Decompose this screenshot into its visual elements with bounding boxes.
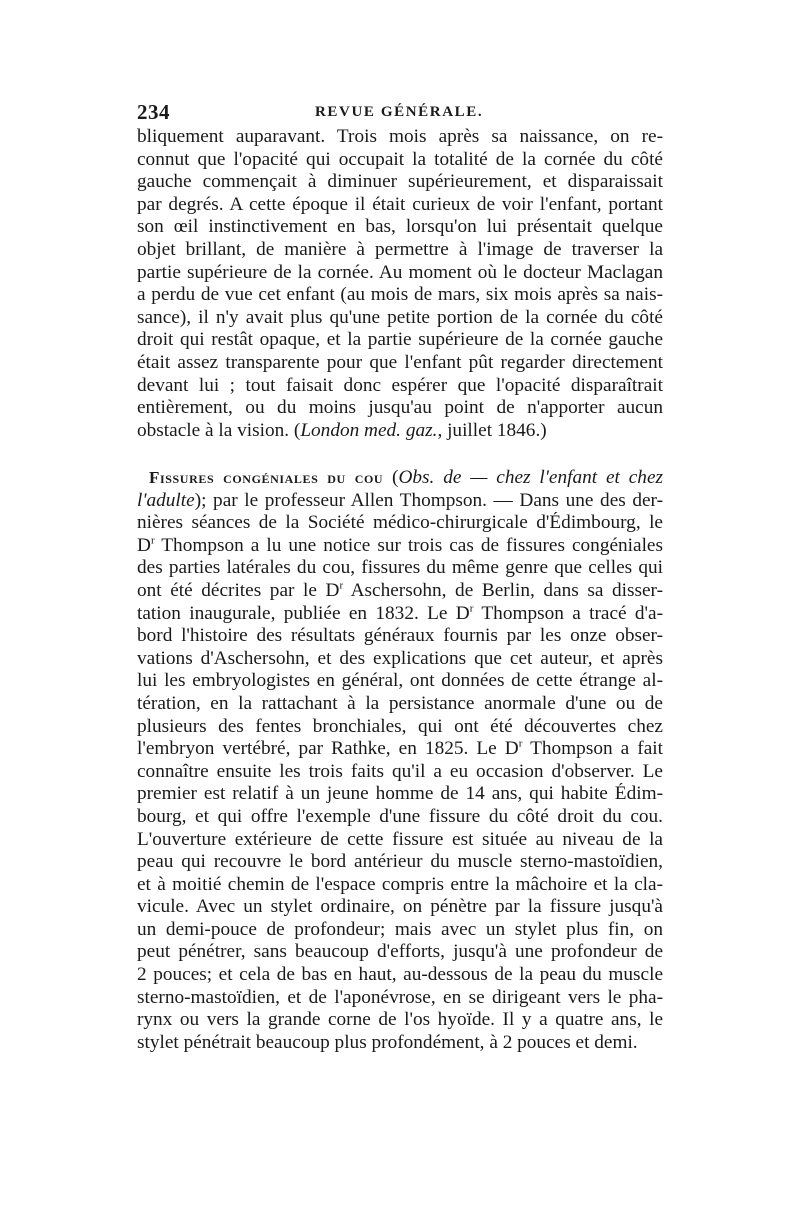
italic-fragment: l'adulte xyxy=(137,489,195,511)
italic-fragment: Obs. de — chez l'enfant et chez xyxy=(398,467,663,488)
text-fragment: obstacle à la vision. ( xyxy=(137,419,301,441)
text-line: peau qui recouvre le bord antérieur du muscle sterno-mastoïdien, xyxy=(137,851,663,873)
text-fragment: ( xyxy=(383,467,399,488)
text-line: L'ouverture extérieure de cette fissure est située au niveau de la xyxy=(137,828,663,850)
text-fragment: , juillet 1846.) xyxy=(437,419,547,441)
text-line xyxy=(137,467,663,490)
section-heading: Fissures congéniales du cou xyxy=(149,468,384,487)
text-fragment: Aschersohn, de Berlin, dans sa disser- xyxy=(343,579,663,601)
text-fragment: D xyxy=(137,534,151,556)
text-line: vations d'Aschersohn, et des explications que cet auteur, et après xyxy=(137,647,663,669)
text-line xyxy=(137,580,663,603)
text-line xyxy=(137,420,663,443)
text-fragment: Thompson a tracé d'a- xyxy=(473,602,663,624)
running-head xyxy=(137,100,667,126)
text-line: connaître ensuite les trois faits qu'il a eu occasion d'observer. Le xyxy=(137,760,663,782)
text-line: premier est relatif à un jeune homme de 14 ans, qui habite Édim- xyxy=(137,783,663,805)
text-fragment: l'embryon vertébré, par Rathke, en 1825. Le D xyxy=(137,738,519,760)
text-fragment: Thompson a lu une notice sur trois cas de fissures congéniales xyxy=(154,534,663,556)
text-line: lui les embryologistes en général, ont données de cette étrange al- xyxy=(137,670,663,692)
text-line: objet brillant, de manière à permettre à l'image de traverser la xyxy=(137,238,663,260)
text-line: un demi-pouce de profondeur; mais avec un stylet plus fin, on xyxy=(137,918,663,940)
text-line: vicule. Avec un stylet ordinaire, on pénètre par la fissure jusqu'à xyxy=(137,896,663,918)
superscript: r xyxy=(339,579,344,592)
text-line: nières séances de la Société médico-chirurgicale d'Édimbourg, le xyxy=(137,512,663,534)
text-line xyxy=(137,535,663,558)
text-line: des parties latérales du cou, fissures du même genre que celles qui xyxy=(137,557,663,579)
text-line: gauche commençait à diminuer supérieurement, et disparaissait xyxy=(137,171,663,193)
text-line xyxy=(137,738,663,761)
text-line: devant lui ; tout faisait donc espérer que l'opacité disparaîtrait xyxy=(137,374,663,396)
text-line: son œil instinctivement en bas, lorsqu'on lui présentait quelque xyxy=(137,216,663,238)
text-line: bourg, et qui offre l'exemple d'une fissure du côté droit du cou. xyxy=(137,805,663,827)
text-line: partie supérieure de la cornée. Au moment où le docteur Maclagan xyxy=(137,261,663,283)
text-line: et à moitié chemin de l'espace compris entre la mâchoire et la cla- xyxy=(137,873,663,895)
text-line: 2 pouces; et cela de bas en haut, au-dessous de la peau du muscle xyxy=(137,964,663,986)
text-line: entièrement, ou du moins jusqu'au point de n'apporter aucun xyxy=(137,397,663,419)
paragraph-1 xyxy=(137,126,663,442)
text-line: rynx ou vers la grande corne de l'os hyoïde. Il y a quatre ans, le xyxy=(137,1009,663,1031)
text-line: peut pénétrer, sans beaucoup d'efforts, jusqu'à une profondeur de xyxy=(137,941,663,963)
text-fragment: ont été décrites par le D xyxy=(137,579,340,601)
text-line xyxy=(137,603,663,626)
text-line: connut que l'opacité qui occupait la totalité de la cornée du côté xyxy=(137,148,663,170)
superscript: r xyxy=(469,602,474,615)
text-line: plusieurs des fentes bronchiales, qui ont été découvertes chez xyxy=(137,715,663,737)
paragraph-2 xyxy=(137,467,663,1054)
text-line xyxy=(137,490,663,513)
text-line: droit qui restât opaque, et la partie supérieure de la cornée gauche xyxy=(137,329,663,351)
text-line: bliquement auparavant. Trois mois après sa naissance, on re- xyxy=(137,126,663,147)
text-line: sance), il n'y avait plus qu'une petite portion de la cornée du côté xyxy=(137,306,663,328)
text-fragment: ); par le professeur Allen Thompson. — Dans une des der- xyxy=(194,489,663,511)
page-number: 234 xyxy=(137,100,170,124)
text-line: a perdu de vue cet enfant (au mois de mars, six mois après sa nais- xyxy=(137,284,663,306)
text-line: bord l'histoire des résultats généraux fournis par les onze obser- xyxy=(137,625,663,647)
text-line: tération, en la rattachant à la persistance anormale d'une ou de xyxy=(137,692,663,714)
text-line: stylet pénétrait beaucoup plus profondément, à 2 pouces et demi. xyxy=(137,1031,638,1053)
text-fragment: tation inaugurale, publiée en 1832. Le D xyxy=(137,602,470,624)
text-line: par degrés. A cette époque il était curieux de voir l'enfant, portant xyxy=(137,193,663,215)
text-fragment: Thompson a fait xyxy=(522,738,663,760)
text-line: était assez transparente pour que l'enfant pût regarder directement xyxy=(137,351,663,373)
superscript: r xyxy=(150,534,155,547)
superscript: r xyxy=(518,738,523,750)
citation-source: London med. gaz. xyxy=(300,419,438,441)
header-title: REVUE GÉNÉRALE. xyxy=(315,104,484,120)
text-line: sterno-mastoïdien, et de l'aponévrose, en se dirigeant vers le pha- xyxy=(137,986,663,1008)
